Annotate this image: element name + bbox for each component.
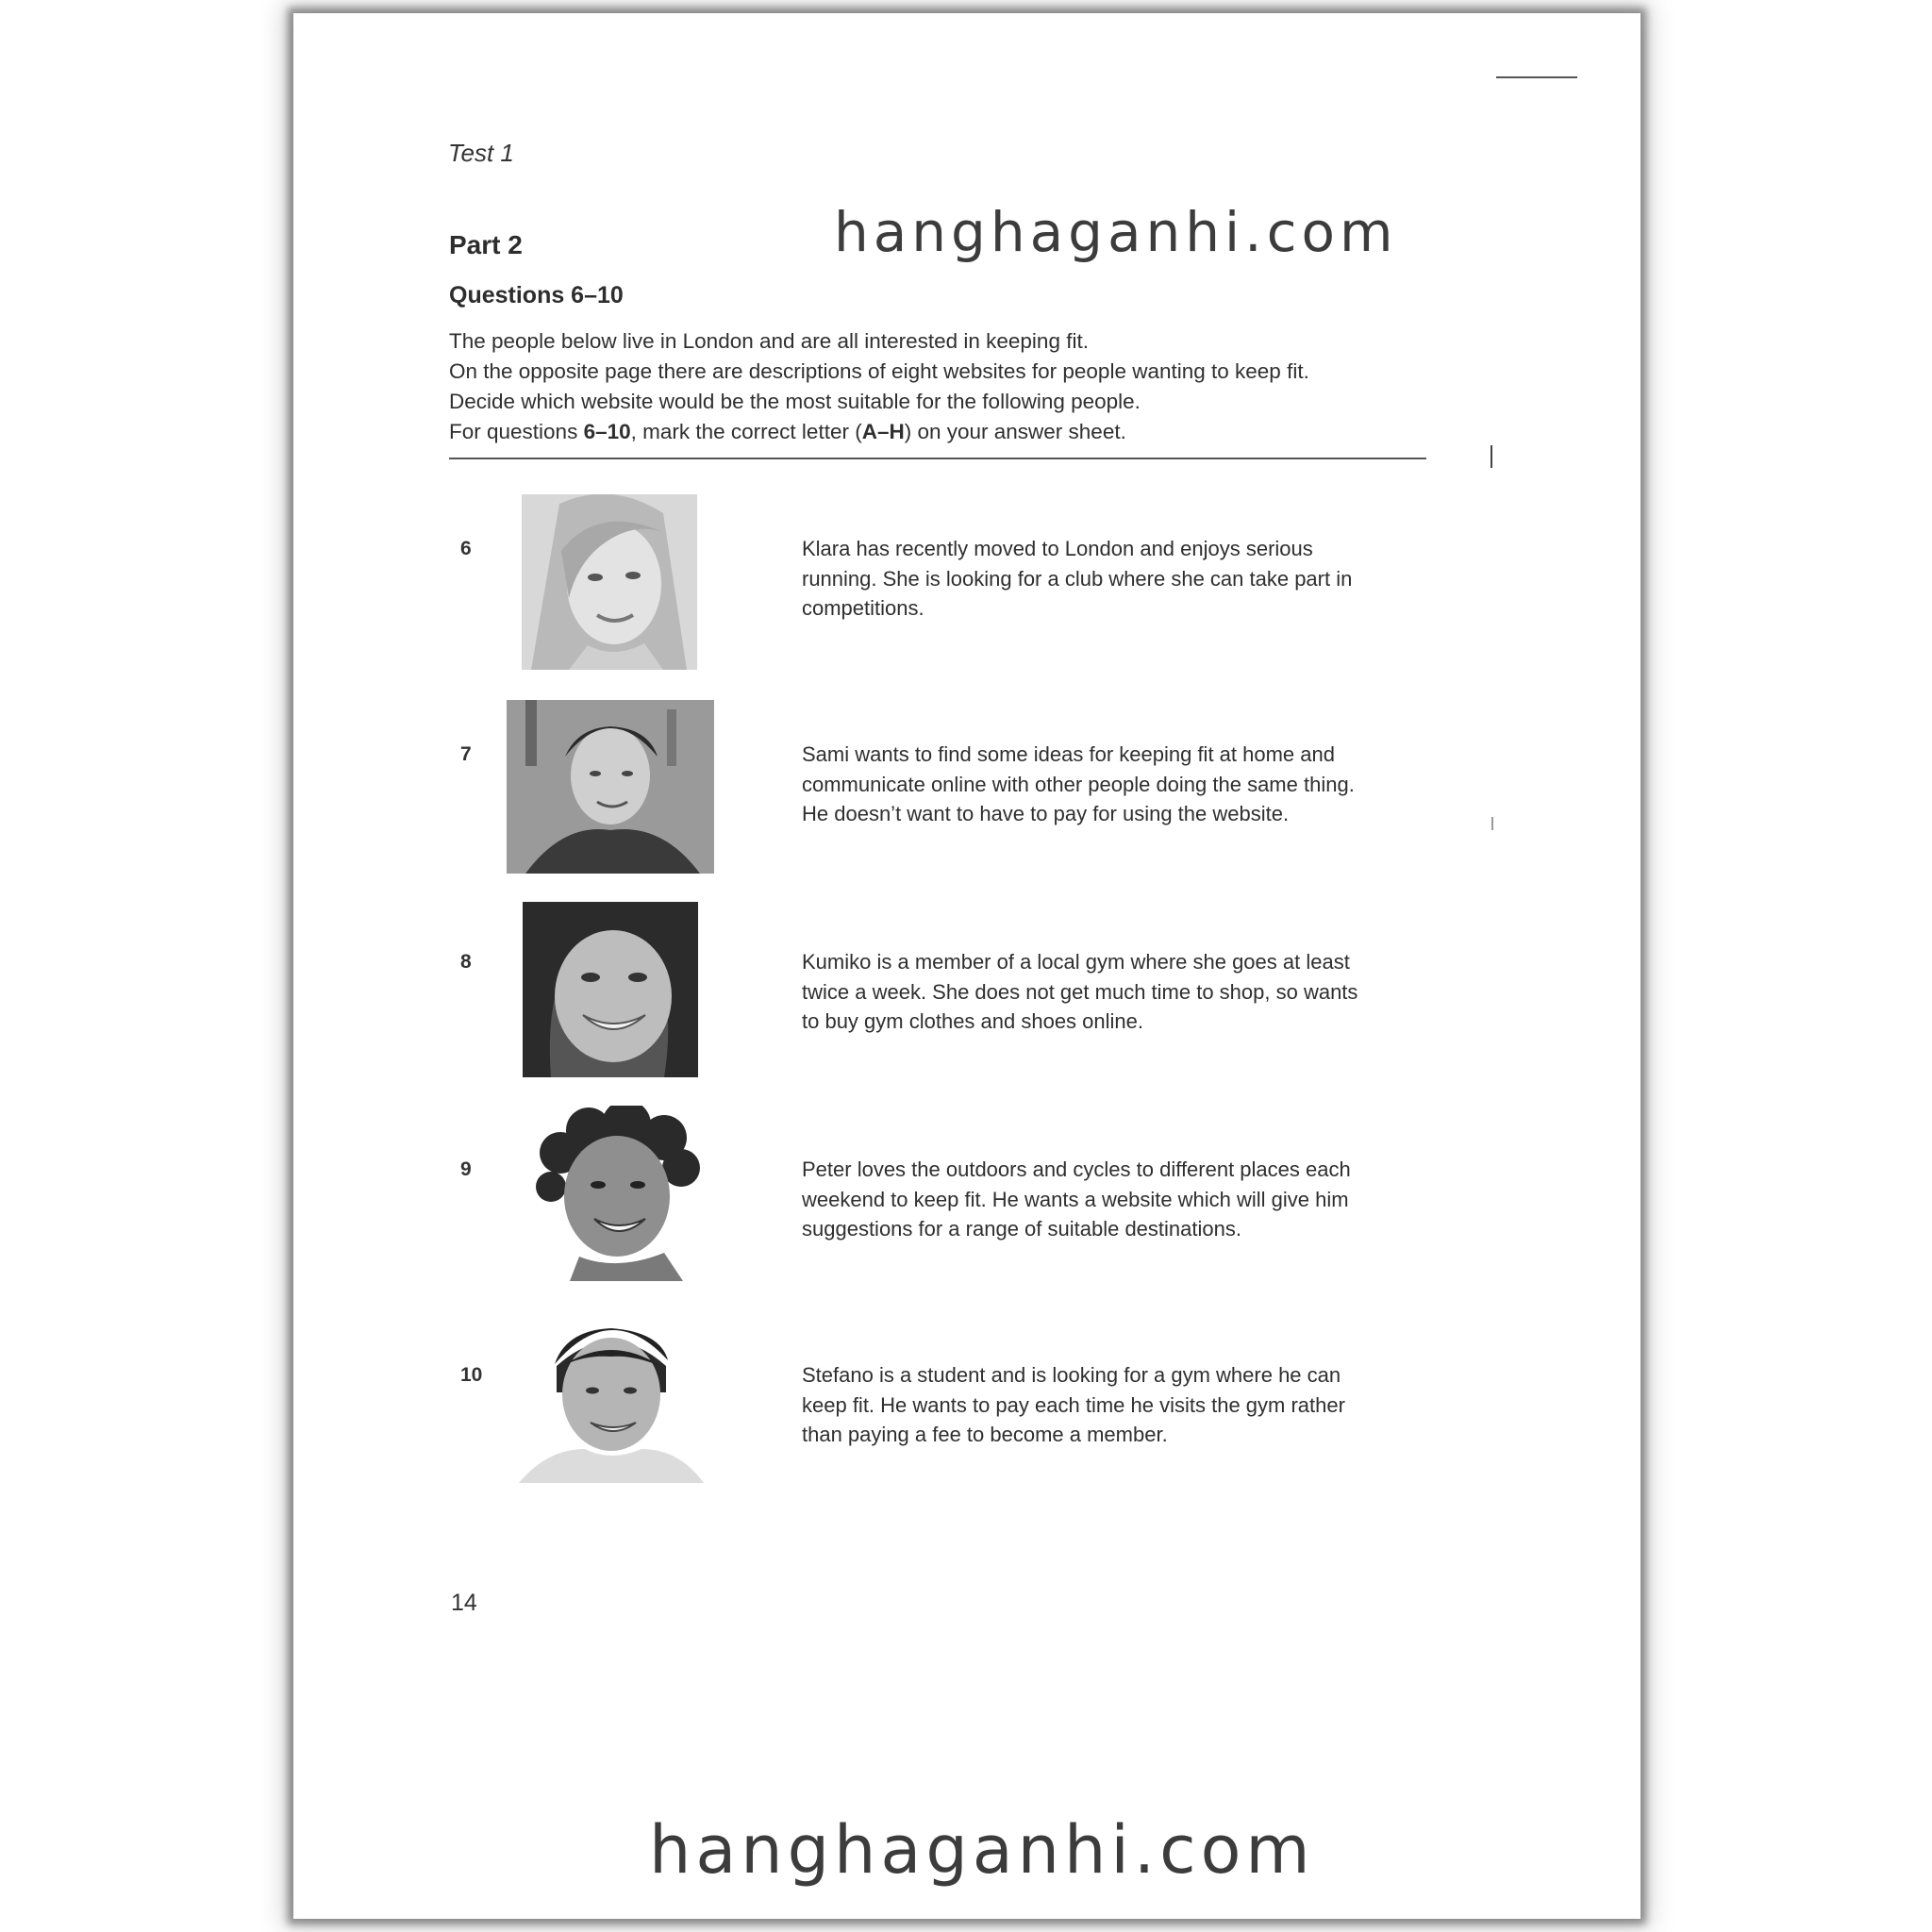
instruction-line — [449, 417, 1440, 447]
description-line: competitions. — [802, 596, 924, 620]
question-number: 10 — [460, 1364, 483, 1386]
instruction-line: Decide which website would be the most suitable for the following people. — [449, 390, 1141, 413]
portrait-photo — [523, 1106, 708, 1281]
question-description — [802, 947, 1424, 1037]
page-number: 14 — [451, 1590, 477, 1616]
description-line: than paying a fee to become a member. — [802, 1423, 1168, 1446]
description-line: weekend to keep fit. He wants a website which will give him — [802, 1187, 1349, 1211]
description-line: twice a week. She does not get much time to shop, so wants — [802, 979, 1358, 1004]
question-number: 7 — [460, 743, 472, 765]
question-number: 8 — [460, 951, 472, 973]
instruction-text: For questions — [449, 420, 584, 443]
portrait-photo — [507, 700, 714, 874]
question-row — [0, 902, 1932, 1081]
margin-mark — [1491, 445, 1492, 468]
description-line: to buy gym clothes and shoes online. — [802, 1009, 1144, 1033]
question-number: 9 — [460, 1158, 472, 1180]
description-line: He doesn’t want to have to pay for using the website. — [802, 802, 1290, 825]
portrait-photo — [523, 902, 698, 1077]
question-row — [0, 1307, 1932, 1487]
portrait-photo — [509, 1307, 711, 1483]
divider — [449, 458, 1426, 459]
question-number: 6 — [460, 538, 472, 559]
part-title: Part 2 — [449, 230, 523, 259]
watermark-top: hanghaganhi.com — [834, 200, 1398, 264]
description-line: Klara has recently moved to London and enjoys serious — [802, 537, 1313, 560]
question-description — [802, 534, 1424, 624]
description-line: suggestions for a range of suitable destinations. — [802, 1217, 1241, 1241]
description-line: Kumiko is a member of a local gym where she goes at least — [802, 950, 1350, 974]
description-line: keep fit. He wants to pay each time he visits the gym rather — [802, 1392, 1345, 1417]
running-head: Test 1 — [448, 139, 514, 167]
question-row — [0, 1106, 1932, 1285]
instruction-text: ) on your answer sheet. — [904, 420, 1126, 443]
question-row — [0, 698, 1932, 877]
description-line: Peter loves the outdoors and cycles to different places each — [802, 1158, 1351, 1181]
question-row — [0, 492, 1932, 672]
description-line: Stefano is a student and is looking for a gym where he can — [802, 1363, 1341, 1387]
description-line: Sami wants to find some ideas for keeping fit at home and — [802, 742, 1335, 766]
description-line: communicate online with other people doing the same thing. — [802, 772, 1355, 796]
instruction-line: The people below live in London and are all interested in keeping fit. — [449, 329, 1089, 353]
portrait-photo — [522, 494, 697, 670]
instructions — [449, 326, 1440, 447]
corner-rule — [1496, 76, 1577, 78]
watermark-bottom: hanghaganhi.com — [649, 1811, 1315, 1889]
question-description — [802, 1155, 1424, 1244]
answer-letters: A–H — [861, 420, 905, 443]
question-description — [802, 740, 1424, 829]
questions-title: Questions 6–10 — [449, 282, 624, 308]
question-range: 6–10 — [583, 420, 631, 443]
description-line: running. She is looking for a club where she can take part in — [802, 566, 1353, 591]
instruction-text: , mark the correct letter ( — [630, 420, 862, 443]
instruction-line: On the opposite page there are descriptions of eight websites for people wanting to keep fit. — [449, 359, 1309, 383]
question-description — [802, 1360, 1424, 1450]
